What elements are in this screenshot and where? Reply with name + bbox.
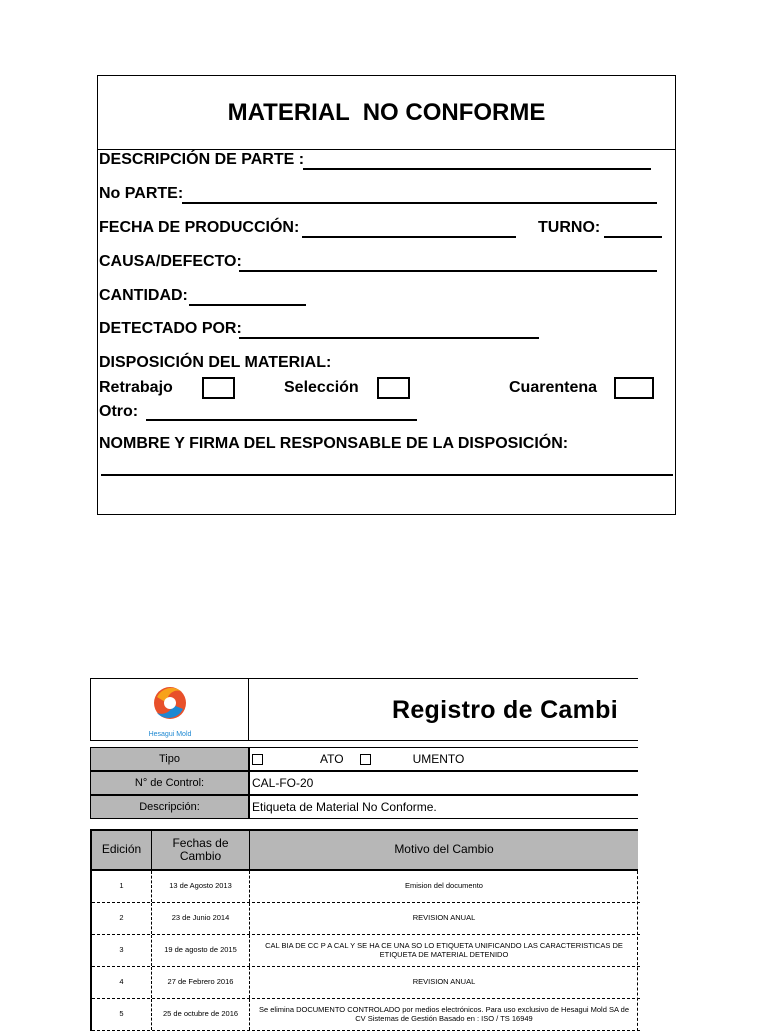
turno-field[interactable] <box>604 236 662 238</box>
control-row <box>90 771 638 795</box>
motivo-cell: CAL BIA DE CC P A CAL Y SE HA CE UNA SO LO ETIQUETA UNIFICANDO LAS CARACTERISTICAS DE ETIQUETA DE MATERIAL DETENIDO <box>265 940 623 959</box>
table-row <box>92 871 640 903</box>
form-title: MATERIAL NO CONFORME <box>98 76 675 150</box>
tipo-checkbox-2[interactable] <box>360 754 371 765</box>
edicion-cell: 5 <box>92 999 152 1030</box>
cantidad-field[interactable] <box>189 304 306 306</box>
registro-title-cell <box>249 678 638 741</box>
fecha-produccion-label: FECHA DE PRODUCCIÓN: <box>99 219 300 236</box>
descripcion-row <box>90 795 638 819</box>
changelog-header <box>90 829 638 871</box>
table-right-edge <box>637 871 638 1031</box>
fecha-cell: 13 de Agosto 2013 <box>152 871 250 902</box>
edicion-cell: 4 <box>92 967 152 998</box>
seleccion-label: Selección <box>284 379 359 396</box>
fecha-cell: 23 de Junio 2014 <box>152 903 250 934</box>
tipo-checkbox-1[interactable] <box>252 754 263 765</box>
table-row <box>92 967 640 999</box>
nombre-firma-field[interactable] <box>101 474 673 476</box>
motivo-cell: Se elimina DOCUMENTO CONTROLADO por medios electrónicos. Para uso exclusivo de Hesagui Mold SA de CV Sistemas de Gestión Basado en : ISO / TS 16949 <box>258 1004 629 1023</box>
tipo-option-1: ATO <box>320 752 344 766</box>
motivo-cell: Emision del documento <box>405 881 483 891</box>
table-row <box>92 903 640 935</box>
logo-text: Hesagui Mold <box>148 731 192 738</box>
edicion-cell: 1 <box>92 871 152 902</box>
turno-label: TURNO: <box>538 219 601 236</box>
edicion-cell: 2 <box>92 903 152 934</box>
fecha-cell: 19 de agosto de 2015 <box>152 935 250 966</box>
fecha-cell: 27 de Febrero 2016 <box>152 967 250 998</box>
edicion-cell: 3 <box>92 935 152 966</box>
tipo-value <box>249 747 638 771</box>
nombre-firma-label: NOMBRE Y FIRMA DEL RESPONSABLE DE LA DISPOSICIÓN: <box>99 435 569 452</box>
changelog-body <box>90 871 638 1031</box>
detectado-por-label: DETECTADO POR: <box>99 320 242 337</box>
seleccion-checkbox[interactable] <box>377 377 410 399</box>
descripcion-label: DESCRIPCIÓN DE PARTE : <box>99 151 305 168</box>
descripcion-field[interactable] <box>303 168 651 170</box>
material-no-conforme-form <box>97 75 676 515</box>
fecha-cell: 25 de octubre de 2016 <box>152 999 250 1030</box>
retrabajo-label: Retrabajo <box>99 379 173 396</box>
detectado-por-field[interactable] <box>239 337 539 339</box>
header-motivo: Motivo del Cambio <box>394 842 494 857</box>
otro-field[interactable] <box>146 419 417 421</box>
motivo-cell: REVISION ANUAL <box>412 913 476 923</box>
cantidad-label: CANTIDAD: <box>99 287 188 304</box>
company-logo <box>91 679 250 742</box>
no-parte-field[interactable] <box>182 202 657 204</box>
descripcion-cl-label: Descripción: <box>90 795 249 819</box>
otro-label: Otro: <box>99 403 139 420</box>
table-row <box>92 935 640 967</box>
causa-defecto-field[interactable] <box>239 270 657 272</box>
control-value: CAL-FO-20 <box>249 771 638 795</box>
fecha-produccion-field[interactable] <box>302 236 516 238</box>
descripcion-cl-value: Etiqueta de Material No Conforme. <box>249 795 638 819</box>
no-parte-label: No PARTE: <box>99 185 184 202</box>
tipo-label: Tipo <box>90 747 249 771</box>
header-edicion: Edición <box>92 831 152 869</box>
company-logo-cell <box>90 678 249 741</box>
disposicion-label: DISPOSICIÓN DEL MATERIAL: <box>99 354 332 371</box>
tipo-option-2: UMENTO <box>412 752 465 766</box>
registro-title: Registro de Cambi <box>392 696 618 724</box>
header-fechas: Fechas de Cambio <box>152 831 250 869</box>
motivo-cell: REVISION ANUAL <box>412 977 476 987</box>
control-label: N° de Control: <box>90 771 249 795</box>
tipo-row <box>90 747 638 771</box>
cuarentena-checkbox[interactable] <box>614 377 654 399</box>
retrabajo-checkbox[interactable] <box>202 377 235 399</box>
causa-defecto-label: CAUSA/DEFECTO: <box>99 253 242 270</box>
table-row <box>92 999 640 1031</box>
cuarentena-label: Cuarentena <box>509 379 598 396</box>
